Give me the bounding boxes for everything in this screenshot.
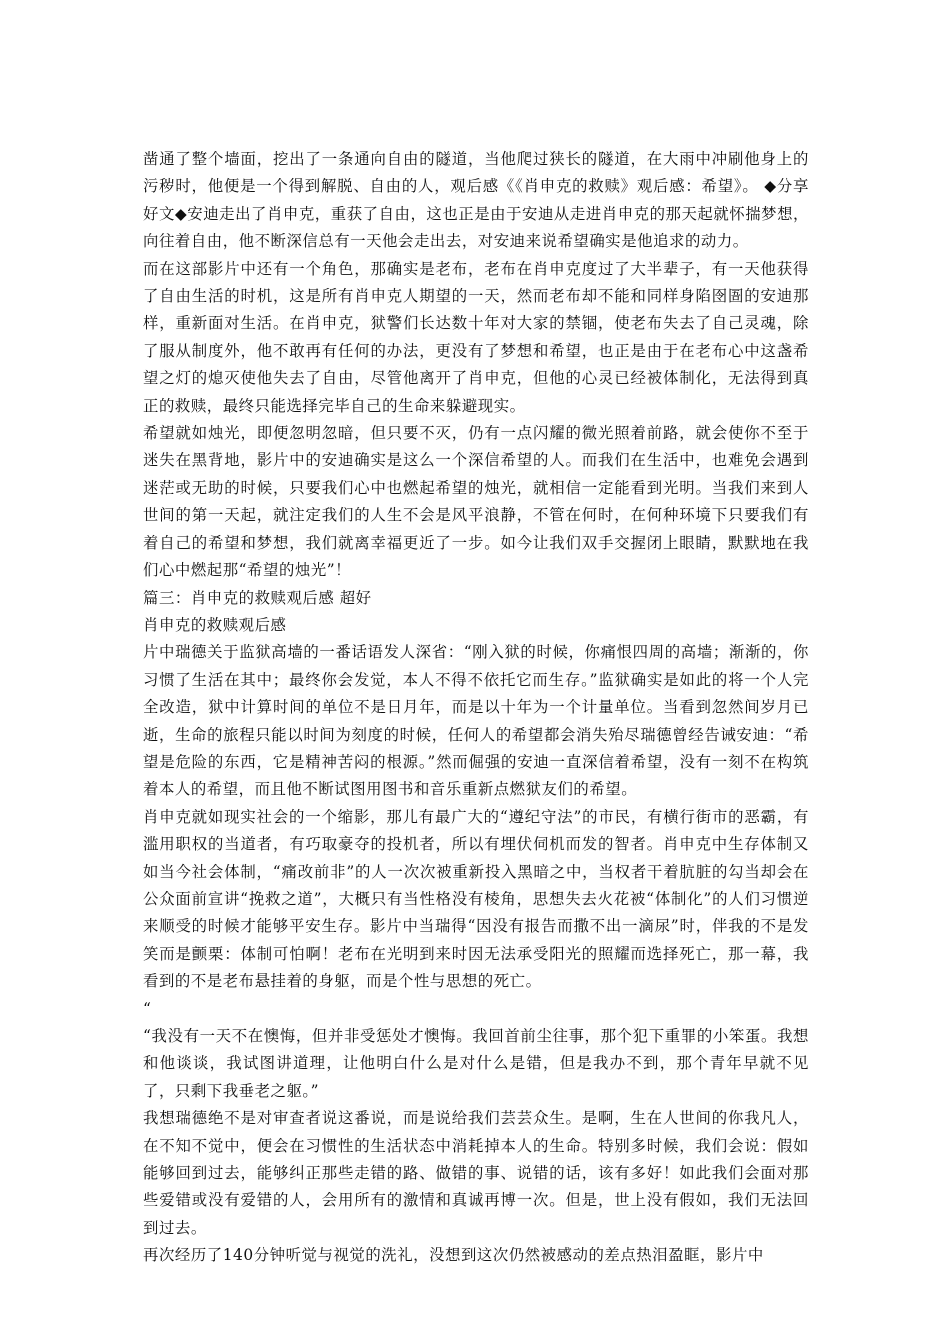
paragraph-escape-tunnel: 凿通了整个墙面，挖出了一条通向自由的隧道，当他爬过狭长的隧道，在大雨中冲刷他身上的污秽时，他便是一个得到解脱、自由的人，观后感《《肖申克的救赎》观后感：希望》。 ◆分享好文◆安迪走出了肖申克，重获了自由，这也正是由于安迪从走进肖申克的那天起就怀揣梦想，向往着自由，他不断深信总有一天他会走出去，对安迪来说希望确实是他追求的动力。 xyxy=(143,150,809,251)
paragraph-hope-candle: 希望就如烛光，即便忽明忽暗，但只要不灭，仍有一点闪耀的微光照着前路，就会使你不至于迷失在黑背地，影片中的安迪确实是这么一个深信希望的人。而我们在生活中，也难免会遇到迷茫或无助的时候，只要我们心中也燃起希望的烛光，就相信一定能看到光明。当我们来到人世间的第一天起，就注定我们的人生不会是风平浪静，不管在何时，在何种环境下只要我们有着自己的希望和梦想，我们就离幸福更近了一步。如今让我们双手交握闭上眼睛，默默地在我们心中燃起那“希望的烛光”！ xyxy=(143,424,809,580)
document-body xyxy=(143,146,809,1270)
section-subtitle: 肖申克的救赎观后感 xyxy=(143,615,287,634)
paragraph-prison-walls: 片中瑞德关于监狱高墙的一番话语发人深省：“刚入狱的时候，你痛恨四周的高墙；渐渐的，你习惯了生活在其中；最终你会发觉，本人不得不依托它而生存。”监狱确实是如此的将一个人完全改造，狱中计算时间的单位不是日月年，而是以十年为一个计量单位。当看到忽然间岁月已逝，生命的旅程只能以时间为刻度的时候，任何人的希望都会消失殆尽瑞德曾经告诫安迪：“希望是危险的东西，它是精神苦闷的根源。”然而倔强的安迪一直深信着希望，没有一刻不在构筑着本人的希望，而且他不断试图用图书和音乐重新点燃狱友们的希望。 xyxy=(143,643,809,799)
paragraph-brooks: 而在这部影片中还有一个角色，那确实是老布，老布在肖申克度过了大半辈子，有一天他获得了自由生活的时机，这是所有肖申克人期望的一天，然而老布却不能和同样身陷囹圄的安迪那样，重新面对生活。在肖申克，狱警们长达数十年对大家的禁锢，使老布失去了自己灵魂，除了服从制度外，他不敢再有任何的办法，更没有了梦想和希望，也正是由于在老布心中这盏希望之灯的熄灭使他失去了自由，尽管他离开了肖申克，但他的心灵已经被体制化，无法得到真正的救赎，最终只能选择完毕自己的生命来躲避现实。 xyxy=(143,259,809,415)
paragraph-red-quote: “我没有一天不在懊悔，但并非受惩处才懊悔。我回首前尘往事，那个犯下重罪的小笨蛋。我想和他谈谈，我试图讲道理，让他明白什么是对什么是错，但是我办不到，那个青年早就不见了，只剩下我垂老之躯。” xyxy=(143,1027,809,1100)
paragraph-rewatch: 再次经历了140分钟听觉与视觉的洗礼，没想到这次仍然被感动的差点热泪盈眶，影片中 xyxy=(143,1246,764,1265)
paragraph-reflection: 我想瑞德绝不是对审查者说这番说，而是说给我们芸芸众生。是啊，生在人世间的你我凡人，在不知不觉中，便会在习惯性的生活状态中消耗掉本人的生命。特别多时候，我们会说：假如能够回到过去，能够纠正那些走错的路、做错的事、说错的话，该有多好！如此我们会面对那些爱错或没有爱错的人，会用所有的激情和真诚再博一次。但是，世上没有假如，我们无法回到过去。 xyxy=(143,1109,809,1237)
paragraph-society: 肖申克就如现实社会的一个缩影，那儿有最广大的“遵纪守法”的市民，有横行街市的恶霸，有滥用职权的当道者，有巧取豪夺的投机者，所以有埋伏伺机而发的智者。肖申克中生存体制又如当今社会体制，“痛改前非”的人一次次被重新投入黑暗之中，当权者干着肮脏的勾当却会在公众面前宣讲“挽救之道”，大概只有当性格没有棱角，思想失去火花被“体制化”的人们习惯逆来顺受的时候才能够平安生存。影片中当瑞得“因没有报告而撒不出一滴尿”时，伴我的不是发笑而是颤栗：体制可怕啊！老布在光明到来时因无法承受阳光的照耀而选择死亡，那一幕，我看到的不是老布悬挂着的身躯，而是个性与思想的死亡。 xyxy=(143,807,809,991)
section-heading: 篇三：肖申克的救赎观后感 超好 xyxy=(143,588,372,607)
stray-quote-mark: “ xyxy=(143,999,152,1018)
